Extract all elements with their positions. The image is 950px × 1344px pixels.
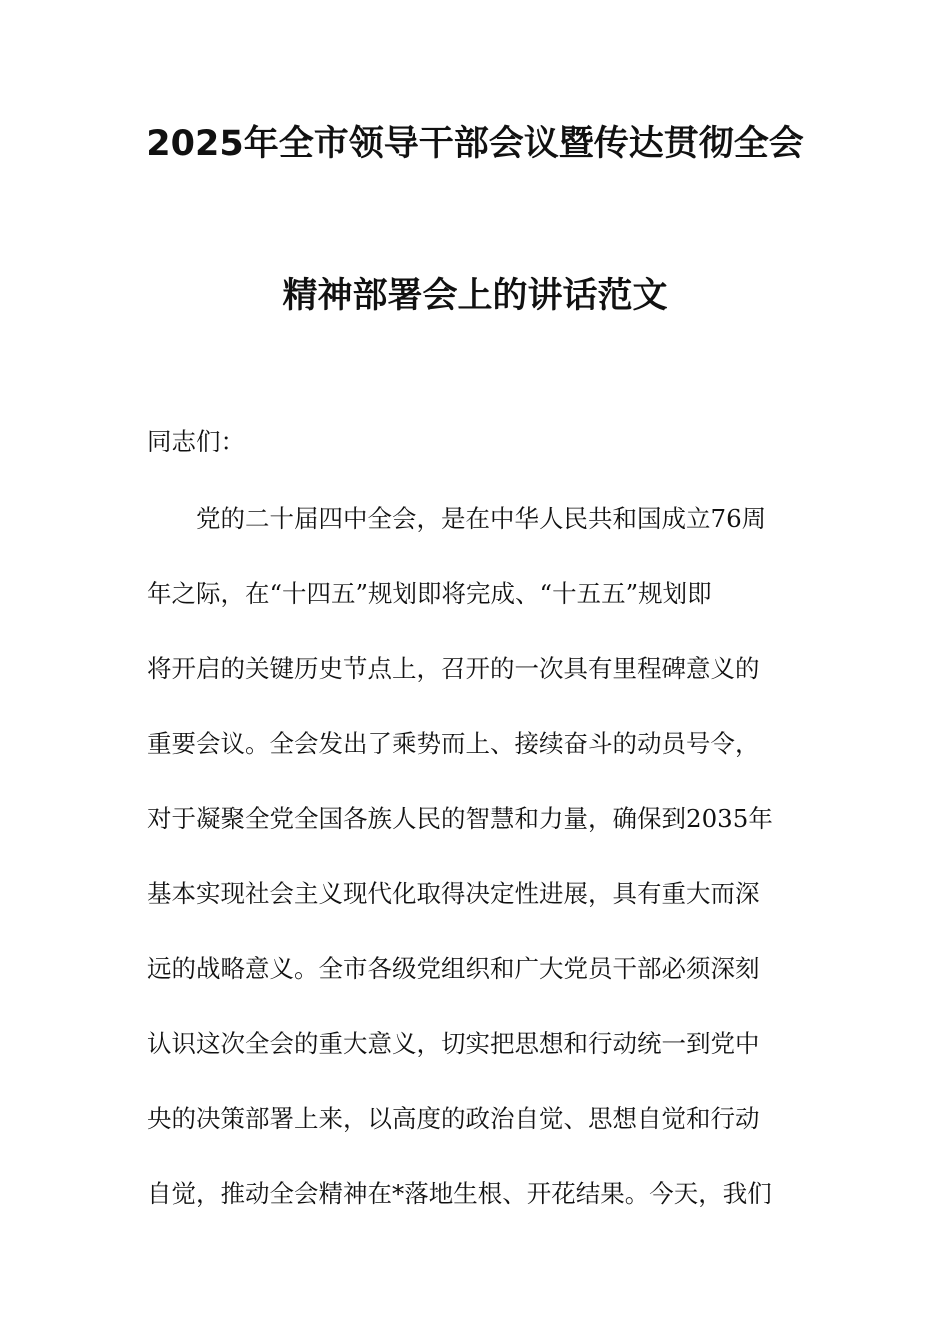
- paragraph-line: 重要会议。全会发出了乘势而上、接续奋斗的动员号令，: [147, 729, 760, 758]
- paragraph-line: 央的决策部署上来，以高度的政治自觉、思想自觉和行动: [147, 1104, 760, 1133]
- paragraph-line: 对于凝聚全党全国各族人民的智慧和力量，确保到2035年: [147, 804, 773, 833]
- salutation: 同志们：: [147, 427, 245, 456]
- paragraph-line: 年之际，在“十四五”规划即将完成、“十五五”规划即: [147, 579, 712, 608]
- paragraph-line: 将开启的关键历史节点上，召开的一次具有里程碑意义的: [147, 654, 760, 683]
- paragraph-line: 认识这次全会的重大意义，切实把思想和行动统一到党中: [147, 1029, 760, 1058]
- paragraph-line: 党的二十届四中全会，是在中华人民共和国成立76周: [196, 504, 767, 533]
- paragraph-line: 基本实现社会主义现代化取得决定性进展，具有重大而深: [147, 879, 760, 908]
- document-title-line-1: 2025年全市领导干部会议暨传达贯彻全会: [146, 124, 804, 164]
- paragraph-line: 远的战略意义。全市各级党组织和广大党员干部必须深刻: [147, 954, 760, 983]
- paragraph-line: 自觉，推动全会精神在*落地生根、开花结果。今天，我们: [147, 1179, 772, 1208]
- document-title-line-2: 精神部署会上的讲话范文: [282, 276, 668, 316]
